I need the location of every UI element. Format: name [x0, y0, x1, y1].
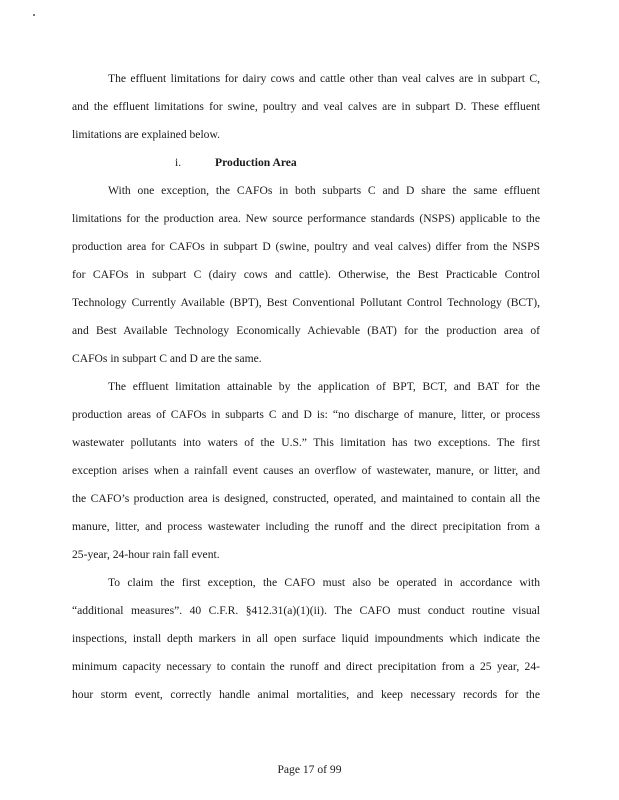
- paragraph-2-line-3: production area for CAFOs in subpart D (swine, poultry and veal calves) differ from the NSPS: [72, 240, 540, 253]
- paragraph-3-line-2: production areas of CAFOs in subparts C and D is: “no discharge of manure, litter, or process: [72, 408, 540, 421]
- section-title: Production Area: [215, 156, 297, 169]
- paragraph-2-line-6: and Best Available Technology Economically Achievable (BAT) for the production area of: [72, 324, 540, 337]
- paragraph-1-line-3: limitations are explained below.: [72, 128, 220, 141]
- paragraph-3-line-5: the CAFO’s production area is designed, constructed, operated, and maintained to contain all the: [72, 492, 540, 505]
- paragraph-3-line-6: manure, litter, and process wastewater including the runoff and the direct precipitation from a: [72, 520, 540, 533]
- section-heading: [175, 156, 297, 170]
- paragraph-3-line-7: 25-year, 24-hour rain fall event.: [72, 548, 220, 561]
- paragraph-4-line-1: To claim the first exception, the CAFO must also be operated in accordance with: [108, 576, 540, 589]
- paragraph-2-line-7: CAFOs in subpart C and D are the same.: [72, 352, 262, 365]
- paragraph-2-line-2: limitations for the production area. New source performance standards (NSPS) applicable to the: [72, 212, 540, 225]
- section-number: i.: [175, 156, 182, 169]
- paragraph-4-line-4: minimum capacity necessary to contain the runoff and direct precipitation from a 25 year, 24-: [72, 660, 540, 673]
- scan-artifact: [33, 14, 35, 16]
- paragraph-3-line-1: The effluent limitation attainable by the application of BPT, BCT, and BAT for the: [108, 380, 540, 393]
- paragraph-2-line-5: Technology Currently Available (BPT), Best Conventional Pollutant Control Technology (BCT),: [72, 296, 540, 309]
- paragraph-2-line-1: With one exception, the CAFOs in both subparts C and D share the same effluent: [108, 184, 540, 197]
- paragraph-2-line-4: for CAFOs in subpart C (dairy cows and cattle). Otherwise, the Best Practicable Control: [72, 268, 540, 281]
- paragraph-3-line-4: exception arises when a rainfall event causes an overflow of wastewater, manure, or litter, and: [72, 464, 540, 477]
- paragraph-4-line-3: inspections, install depth markers in all open surface liquid impoundments which indicate the: [72, 632, 540, 645]
- paragraph-1-line-1: The effluent limitations for dairy cows and cattle other than veal calves are in subpart C,: [108, 72, 540, 85]
- paragraph-1-line-2: and the effluent limitations for swine, poultry and veal calves are in subpart D. These effluent: [72, 100, 540, 113]
- paragraph-4-line-5: hour storm event, correctly handle animal mortalities, and keep necessary records for the: [72, 688, 540, 701]
- page-number: Page 17 of 99: [277, 763, 342, 776]
- paragraph-3-line-3: wastewater pollutants into waters of the U.S.” This limitation has two exceptions. The first: [72, 436, 540, 449]
- paragraph-4-line-2: “additional measures”. 40 C.F.R. §412.31(a)(1)(ii). The CAFO must conduct routine visual: [72, 604, 540, 617]
